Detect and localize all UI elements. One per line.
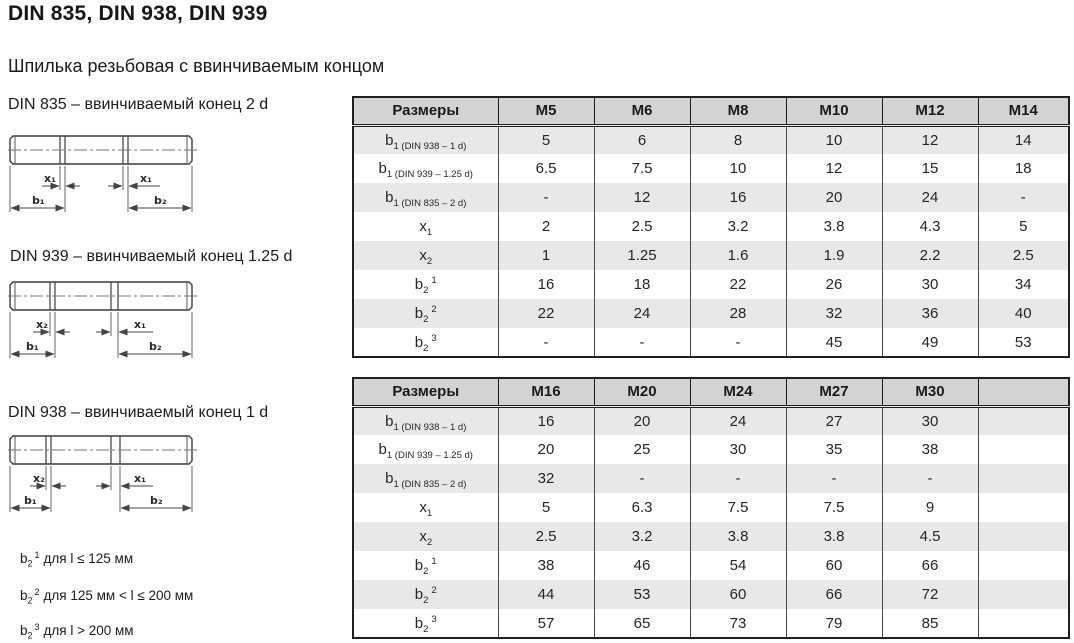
row-label-sub: 2 xyxy=(423,595,429,606)
table-cell: 18 xyxy=(594,270,690,299)
table-row xyxy=(353,406,1069,435)
table-header-cell: M20 xyxy=(594,378,690,406)
table-row xyxy=(353,125,1069,154)
table-cell: 49 xyxy=(882,328,978,357)
row-label-base: b xyxy=(414,305,424,322)
row-label-base: x xyxy=(419,247,427,264)
table-row xyxy=(353,609,1069,638)
row-label-sub: 1 (DIN 939 – 1.25 d) xyxy=(386,169,473,180)
table-cell: 32 xyxy=(786,299,882,328)
table-header-label: Размеры xyxy=(353,97,498,125)
table-row xyxy=(353,464,1069,493)
table-row xyxy=(353,435,1069,464)
table-cell: 79 xyxy=(786,609,882,638)
row-label xyxy=(353,125,498,154)
row-label xyxy=(353,299,498,328)
table-cell: 4.5 xyxy=(882,522,978,551)
table-cell: 40 xyxy=(978,299,1069,328)
row-label-sub: 1 (DIN 835 – 2 d) xyxy=(393,479,467,490)
row-label xyxy=(353,493,498,522)
table-row xyxy=(353,270,1069,299)
dim-label-x-left: x₂ xyxy=(36,318,48,331)
table-cell: - xyxy=(882,464,978,493)
table-cell: 28 xyxy=(690,299,786,328)
dimensions-table-large xyxy=(352,377,1070,639)
table-cell: 60 xyxy=(786,551,882,580)
table-cell: 46 xyxy=(594,551,690,580)
table-cell: 15 xyxy=(882,154,978,183)
table-cell: 85 xyxy=(882,609,978,638)
row-label-sub: 1 (DIN 938 – 1 d) xyxy=(393,140,467,152)
table-cell: - xyxy=(978,183,1069,212)
table-cell: 2.2 xyxy=(882,241,978,270)
table-header-cell: M27 xyxy=(786,378,882,406)
table-cell: 1.25 xyxy=(594,241,690,270)
table-cell xyxy=(978,609,1069,638)
table-cell: 7.5 xyxy=(594,154,690,183)
row-label-base: b xyxy=(414,333,424,351)
table-cell xyxy=(978,493,1069,522)
row-label-sub: 2 xyxy=(27,558,33,569)
table-header-label: Размеры xyxy=(353,378,498,406)
table-cell: 26 xyxy=(786,270,882,299)
dimensions-table-small xyxy=(352,96,1070,358)
row-label-sub: 2 xyxy=(426,256,433,267)
dim-label-b2: b₂ xyxy=(149,340,162,353)
table-cell: 45 xyxy=(786,328,882,357)
table-row xyxy=(353,241,1069,270)
table-header-cell: M6 xyxy=(594,97,690,125)
table-cell xyxy=(978,464,1069,493)
table-cell: 10 xyxy=(690,154,786,183)
table-cell: 12 xyxy=(882,125,978,154)
din-835-drawing xyxy=(8,128,208,220)
table-cell: 72 xyxy=(882,580,978,609)
row-label-sub: 2 xyxy=(423,342,429,354)
table-cell: 16 xyxy=(690,183,786,212)
table-cell: 8 xyxy=(690,125,786,154)
table-row xyxy=(353,522,1069,551)
stud-drawing-icon xyxy=(8,128,208,220)
footnote-b2-2 xyxy=(20,586,194,606)
row-label xyxy=(353,183,498,212)
footnote-b2-1 xyxy=(20,549,134,569)
table-cell: 20 xyxy=(594,406,690,435)
row-label-base: x xyxy=(419,218,427,235)
row-label-sup: 1 xyxy=(431,556,437,567)
table-cell: 9 xyxy=(882,493,978,522)
row-label-sub: 2 xyxy=(423,285,429,296)
row-label-sub: 2 xyxy=(27,630,33,641)
row-label-sub: 2 xyxy=(27,595,33,606)
dim-label-x-right: x₁ xyxy=(140,172,152,185)
table-row xyxy=(353,183,1069,212)
page-subtitle: Шпилька резьбовая с ввинчиваемым концом xyxy=(8,56,385,76)
row-label xyxy=(353,580,498,609)
row-label-base: b xyxy=(385,131,394,149)
row-label-base: b xyxy=(414,276,424,293)
table-row xyxy=(353,299,1069,328)
table-cell: 53 xyxy=(594,580,690,609)
table-cell: 18 xyxy=(978,154,1069,183)
row-label xyxy=(353,406,498,435)
table-header-cell: M16 xyxy=(498,378,594,406)
table-cell: - xyxy=(498,183,594,212)
table-cell: 22 xyxy=(690,270,786,299)
table-cell: 10 xyxy=(786,125,882,154)
table-cell: 7.5 xyxy=(690,493,786,522)
row-label-sup: 1 xyxy=(431,275,437,286)
row-label-sub: 1 (DIN 938 – 1 d) xyxy=(393,421,467,433)
dim-label-b1: b₁ xyxy=(26,340,39,353)
table-cell: 73 xyxy=(690,609,786,638)
row-label xyxy=(353,154,498,183)
table-cell: - xyxy=(498,328,594,357)
table-cell: 16 xyxy=(498,406,594,435)
row-label-sup: 2 xyxy=(431,304,437,315)
row-label xyxy=(353,212,498,241)
table-cell: 66 xyxy=(786,580,882,609)
table-header-cell: M12 xyxy=(882,97,978,125)
row-label-base: b xyxy=(385,470,394,487)
table-cell xyxy=(978,551,1069,580)
table-cell: 20 xyxy=(786,183,882,212)
table-cell xyxy=(978,406,1069,435)
dim-label-b1: b₁ xyxy=(24,494,37,507)
table-cell: 14 xyxy=(978,125,1069,154)
page-title: DIN 835, DIN 938, DIN 939 xyxy=(8,2,268,25)
dim-label-b2: b₂ xyxy=(150,494,163,507)
dim-label-x-right: x₁ xyxy=(134,318,146,331)
table-header-cell xyxy=(978,378,1069,406)
table-cell: 7.5 xyxy=(786,493,882,522)
row-label xyxy=(353,464,498,493)
table-cell: 6 xyxy=(594,125,690,154)
table-header-cell: M5 xyxy=(498,97,594,125)
row-label-base: b xyxy=(20,588,28,603)
table-cell: 2 xyxy=(498,212,594,241)
footnote-text: для 125 мм < l ≤ 200 мм xyxy=(43,588,194,603)
table-cell: 5 xyxy=(978,212,1069,241)
table-header-cell: M10 xyxy=(786,97,882,125)
din-938-drawing xyxy=(8,428,208,520)
row-label-base: b xyxy=(385,189,394,206)
table-row xyxy=(353,212,1069,241)
row-label xyxy=(353,270,498,299)
table-cell: 2.5 xyxy=(594,212,690,241)
table-cell: 35 xyxy=(786,435,882,464)
row-label xyxy=(353,435,498,464)
table-cell: 27 xyxy=(786,406,882,435)
row-label-sub: 2 xyxy=(423,314,429,325)
row-label-sup: 3 xyxy=(431,332,437,344)
table-cell: - xyxy=(690,464,786,493)
row-label xyxy=(353,241,498,270)
row-label-sub: 2 xyxy=(423,623,429,635)
dim-label-b2: b₂ xyxy=(154,194,167,207)
table-cell: - xyxy=(594,328,690,357)
table-row xyxy=(353,328,1069,357)
dim-label-b1: b₁ xyxy=(32,194,45,207)
row-label-base: b xyxy=(20,623,28,638)
row-label-sub: 1 xyxy=(426,227,433,238)
table-row xyxy=(353,154,1069,183)
row-label-sub: 1 (DIN 835 – 2 d) xyxy=(393,198,467,209)
row-label xyxy=(353,609,498,638)
table-row xyxy=(353,551,1069,580)
table-cell: 57 xyxy=(498,609,594,638)
table-cell: 3.8 xyxy=(786,212,882,241)
table-cell: 1.6 xyxy=(690,241,786,270)
row-label-base: b xyxy=(378,441,387,458)
footnote-b2-3 xyxy=(20,621,134,641)
table-cell: 20 xyxy=(498,435,594,464)
table-cell: 24 xyxy=(690,406,786,435)
row-label xyxy=(353,522,498,551)
table-cell: 12 xyxy=(594,183,690,212)
table-header-row xyxy=(353,97,1069,125)
table-cell: 65 xyxy=(594,609,690,638)
din-835-caption: DIN 835 – ввинчиваемый конец 2 d xyxy=(8,96,269,113)
row-label-sup: 1 xyxy=(34,549,40,560)
table-cell: 60 xyxy=(690,580,786,609)
table-cell: 36 xyxy=(882,299,978,328)
row-label-sup: 3 xyxy=(34,621,40,632)
table-cell: 30 xyxy=(690,435,786,464)
table-cell: 3.2 xyxy=(690,212,786,241)
row-label xyxy=(353,328,498,357)
table-cell: 1.9 xyxy=(786,241,882,270)
row-label-sup: 2 xyxy=(431,585,437,596)
table-cell: 66 xyxy=(882,551,978,580)
table-cell: 4.3 xyxy=(882,212,978,241)
table-header-cell: M14 xyxy=(978,97,1069,125)
row-label-base: b xyxy=(414,557,424,574)
table-cell: 6.3 xyxy=(594,493,690,522)
table-cell: 53 xyxy=(978,328,1069,357)
table-cell: 24 xyxy=(882,183,978,212)
table-cell: 6.5 xyxy=(498,154,594,183)
row-label-sup: 3 xyxy=(431,613,437,625)
row-label-sub: 2 xyxy=(423,566,429,577)
table-cell: 38 xyxy=(882,435,978,464)
table-header-row xyxy=(353,378,1069,406)
table-cell: 30 xyxy=(882,406,978,435)
table-cell xyxy=(978,522,1069,551)
dim-label-x-right: x₁ xyxy=(134,472,146,485)
row-label-sup: 2 xyxy=(34,586,40,597)
table-cell: 34 xyxy=(978,270,1069,299)
table-cell: - xyxy=(690,328,786,357)
row-label-sub: 2 xyxy=(426,537,433,548)
table-cell: 12 xyxy=(786,154,882,183)
table-cell: 3.8 xyxy=(690,522,786,551)
row-label-base: x xyxy=(419,528,427,545)
table-header-cell: M30 xyxy=(882,378,978,406)
footnote-text: для l > 200 мм xyxy=(43,623,134,638)
table-cell: 25 xyxy=(594,435,690,464)
row-label-base: b xyxy=(20,551,28,566)
table-cell: 3.8 xyxy=(786,522,882,551)
table-cell: 5 xyxy=(498,493,594,522)
table-header-cell: M8 xyxy=(690,97,786,125)
table-cell: 32 xyxy=(498,464,594,493)
row-label-base: b xyxy=(414,614,424,632)
dim-label-x-left: x₁ xyxy=(44,172,56,185)
table-cell: 38 xyxy=(498,551,594,580)
din-938-caption: DIN 938 – ввинчиваемый конец 1 d xyxy=(8,404,269,421)
table-cell: 1 xyxy=(498,241,594,270)
table-cell: 30 xyxy=(882,270,978,299)
table-cell: 2.5 xyxy=(498,522,594,551)
table-cell: 44 xyxy=(498,580,594,609)
stud-drawing-icon xyxy=(8,428,208,520)
table-cell: 16 xyxy=(498,270,594,299)
table-row xyxy=(353,580,1069,609)
table-cell: 2.5 xyxy=(978,241,1069,270)
din-939-drawing xyxy=(8,274,208,366)
table-cell: 24 xyxy=(594,299,690,328)
row-label-base: b xyxy=(378,160,387,177)
row-label-base: x xyxy=(419,499,427,516)
table-cell: 5 xyxy=(498,125,594,154)
row-label xyxy=(353,551,498,580)
footnote-text: для l ≤ 125 мм xyxy=(43,551,134,566)
row-label-base: b xyxy=(385,412,394,430)
table-header-cell: M24 xyxy=(690,378,786,406)
dim-label-x-left: x₂ xyxy=(33,472,45,485)
row-label-base: b xyxy=(414,586,424,603)
table-cell: 3.2 xyxy=(594,522,690,551)
stud-drawing-icon xyxy=(8,274,208,366)
table-cell xyxy=(978,580,1069,609)
row-label-sub: 1 xyxy=(426,508,433,519)
table-row xyxy=(353,493,1069,522)
table-cell: - xyxy=(594,464,690,493)
table-cell: 22 xyxy=(498,299,594,328)
table-cell xyxy=(978,435,1069,464)
table-cell: 54 xyxy=(690,551,786,580)
din-939-caption: DIN 939 – ввинчиваемый конец 1.25 d xyxy=(10,248,293,265)
table-cell: - xyxy=(786,464,882,493)
row-label-sub: 1 (DIN 939 – 1.25 d) xyxy=(386,450,473,461)
